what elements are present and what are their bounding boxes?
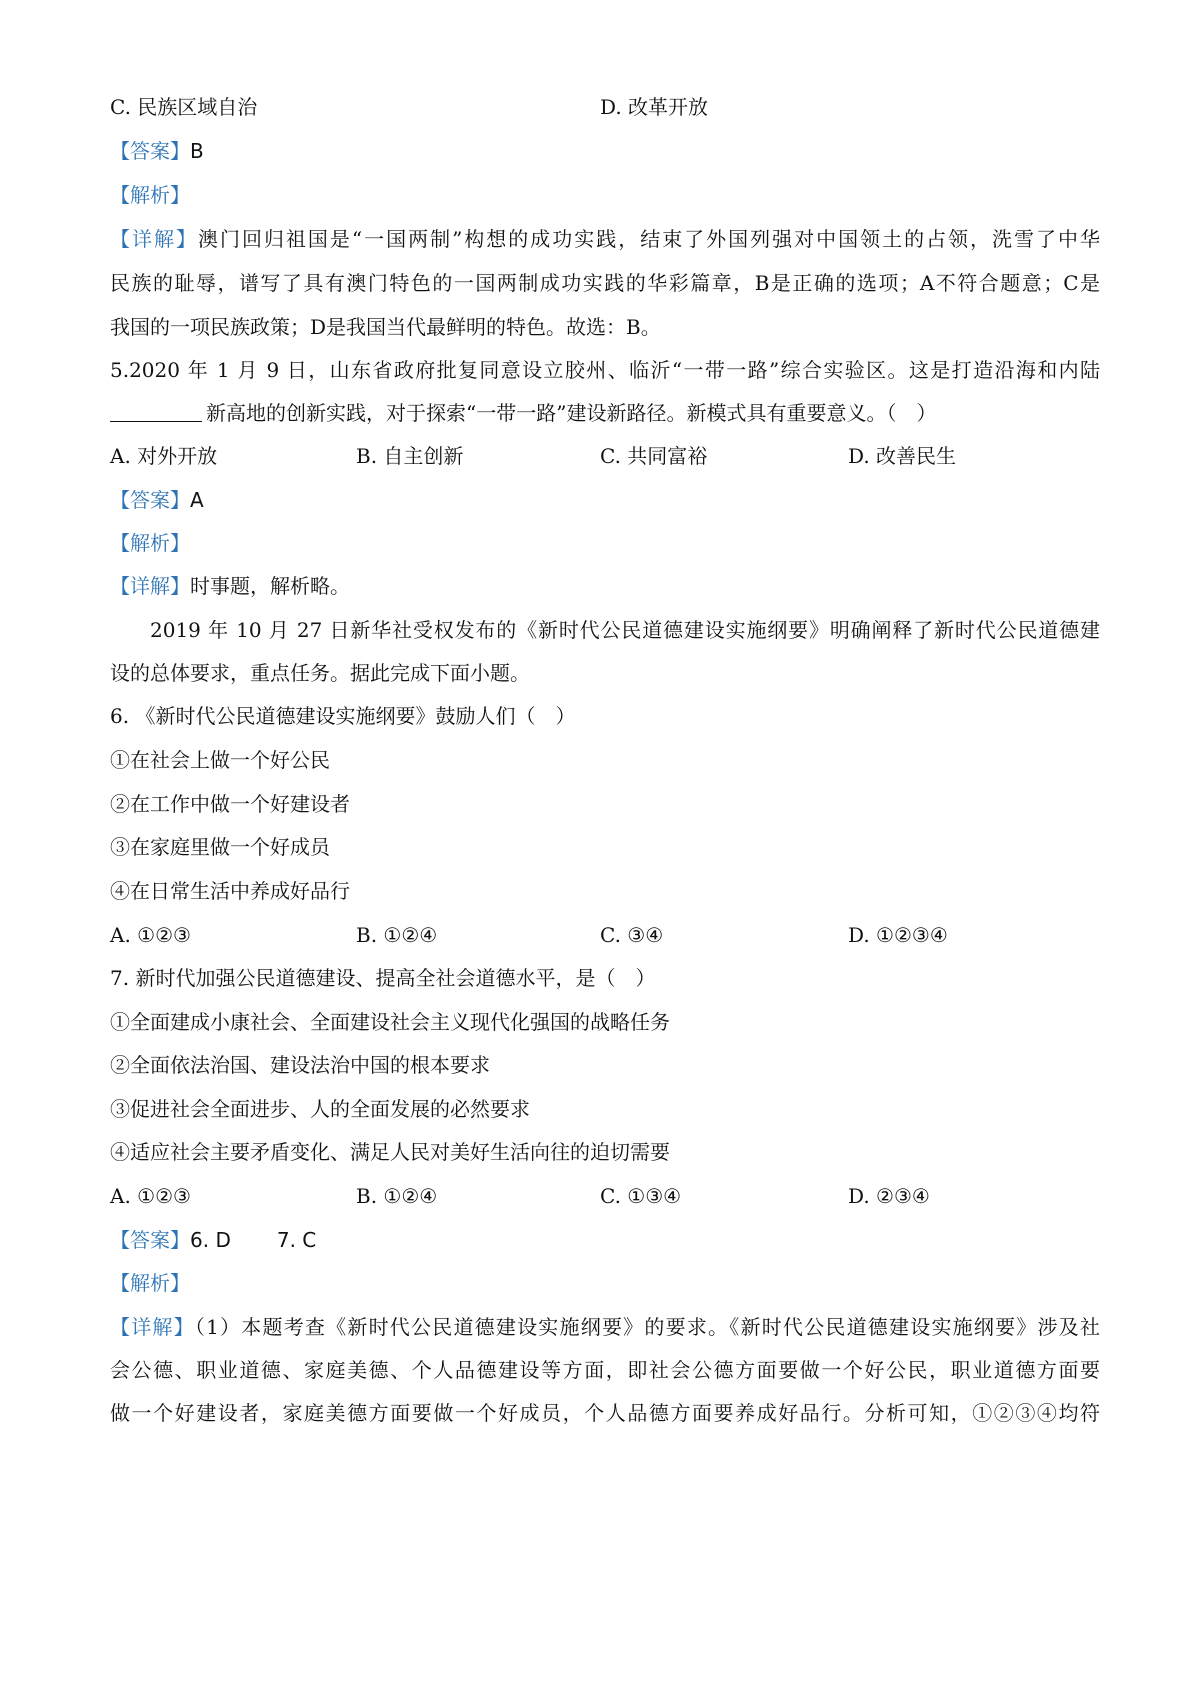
q6-option-c: C. ③④ <box>600 923 664 947</box>
q5-stem-line-2 <box>110 398 1100 428</box>
q6-stem: 6. 《新时代公民道德建设实施纲要》鼓励人们（ ） <box>110 704 576 728</box>
q4-option-c: C. 民族区域自治 <box>110 95 258 119</box>
q67-detail-line-2: 会公德、职业道德、家庭美德、个人品德建设等方面，即社会公德方面要做一个好公民，职业道德方面要 <box>110 1358 1100 1382</box>
answer-tag: 【答案】 <box>110 1228 190 1252</box>
q6-item-2: ②在工作中做一个好建设者 <box>110 792 350 816</box>
q7-item-3: ③促进社会全面进步、人的全面发展的必然要求 <box>110 1097 530 1121</box>
q5-option-a: A. 对外开放 <box>110 444 218 468</box>
q5-stem-text-2: 新高地的创新实践，对于探索“一带一路”建设新路径。新模式具有重要意义。（ ） <box>206 401 937 425</box>
material-line-1: 2019 年 10 月 27 日新华社受权发布的《新时代公民道德建设实施纲要》明确阐释了新时代公民道德建 <box>150 618 1100 642</box>
answer-tag: 【答案】 <box>110 488 190 512</box>
q7-item-1: ①全面建成小康社会、全面建设社会主义现代化强国的战略任务 <box>110 1010 670 1034</box>
q6-answer: 6. D <box>190 1228 231 1252</box>
q7-item-4: ④适应社会主要矛盾变化、满足人民对美好生活向往的迫切需要 <box>110 1140 670 1164</box>
q4-answer: B <box>190 139 204 163</box>
q4-detail-text-1: 澳门回归祖国是“一国两制”构想的成功实践，结束了外国列强对中国领土的占领，洗雪了中华 <box>197 227 1101 251</box>
q5-option-b: B. 自主创新 <box>356 444 464 468</box>
q4-detail-line-1 <box>110 224 1100 254</box>
q4-detail-line-3: 我国的一项民族政策；D是我国当代最鲜明的特色。故选：B。 <box>110 315 661 339</box>
q6-item-4: ④在日常生活中养成好品行 <box>110 879 350 903</box>
q4-analysis-line <box>110 180 1100 210</box>
q6-option-d: D. ①②③④ <box>848 923 948 947</box>
q5-stem-line-1: 5.2020 年 1 月 9 日，山东省政府批复同意设立胶州、临沂“一带一路”综合实验区。这是打造沿海和内陆 <box>110 358 1100 382</box>
q67-answer-line <box>110 1225 1100 1255</box>
analysis-tag: 【解析】 <box>110 183 190 207</box>
q5-detail-line <box>110 571 1100 601</box>
q67-detail-line-3: 做一个好建设者，家庭美德方面要做一个好成员，个人品德方面要养成好品行。分析可知，①②③④均符 <box>110 1401 1100 1425</box>
q67-analysis-line <box>110 1268 1100 1298</box>
q7-option-d: D. ②③④ <box>848 1184 930 1208</box>
q6-option-a: A. ①②③ <box>110 923 191 947</box>
q7-option-b: B. ①②④ <box>356 1184 438 1208</box>
q5-analysis-line <box>110 528 1100 558</box>
q5-answer: A <box>190 488 204 512</box>
q4-detail-line-2: 民族的耻辱，谱写了具有澳门特色的一国两制成功实践的华彩篇章，B是正确的选项；A不符合题意；C是 <box>110 271 1100 295</box>
q7-item-2: ②全面依法治国、建设法治中国的根本要求 <box>110 1053 490 1077</box>
answer-tag: 【答案】 <box>110 139 190 163</box>
q5-option-d: D. 改善民生 <box>848 444 957 468</box>
q7-option-a: A. ①②③ <box>110 1184 191 1208</box>
analysis-tag: 【解析】 <box>110 531 190 555</box>
q5-option-c: C. 共同富裕 <box>600 444 708 468</box>
q7-answer: 7. C <box>276 1228 317 1252</box>
analysis-tag: 【解析】 <box>110 1271 190 1295</box>
q6-option-b: B. ①②④ <box>356 923 438 947</box>
q67-detail-line-1 <box>110 1312 1100 1342</box>
q4-option-d: D. 改革开放 <box>600 95 709 119</box>
q7-stem: 7. 新时代加强公民道德建设、提高全社会道德水平，是（ ） <box>110 966 656 990</box>
material-line-2: 设的总体要求，重点任务。据此完成下面小题。 <box>110 661 530 685</box>
fill-in-blank <box>110 403 202 422</box>
q67-detail-text-1: （1）本题考查《新时代公民道德建设实施纲要》的要求。《新时代公民道德建设实施纲要》涉及社 <box>194 1315 1100 1339</box>
detail-tag: 【详解】 <box>110 574 190 598</box>
q7-option-c: C. ①③④ <box>600 1184 682 1208</box>
detail-tag: 【详解】 <box>110 227 198 251</box>
q4-answer-line <box>110 136 1100 166</box>
q6-item-3: ③在家庭里做一个好成员 <box>110 835 330 859</box>
q5-answer-line <box>110 485 1100 515</box>
q6-item-1: ①在社会上做一个好公民 <box>110 748 330 772</box>
detail-tag: 【详解】 <box>110 1315 195 1339</box>
q5-detail-text: 时事题，解析略。 <box>190 574 350 598</box>
